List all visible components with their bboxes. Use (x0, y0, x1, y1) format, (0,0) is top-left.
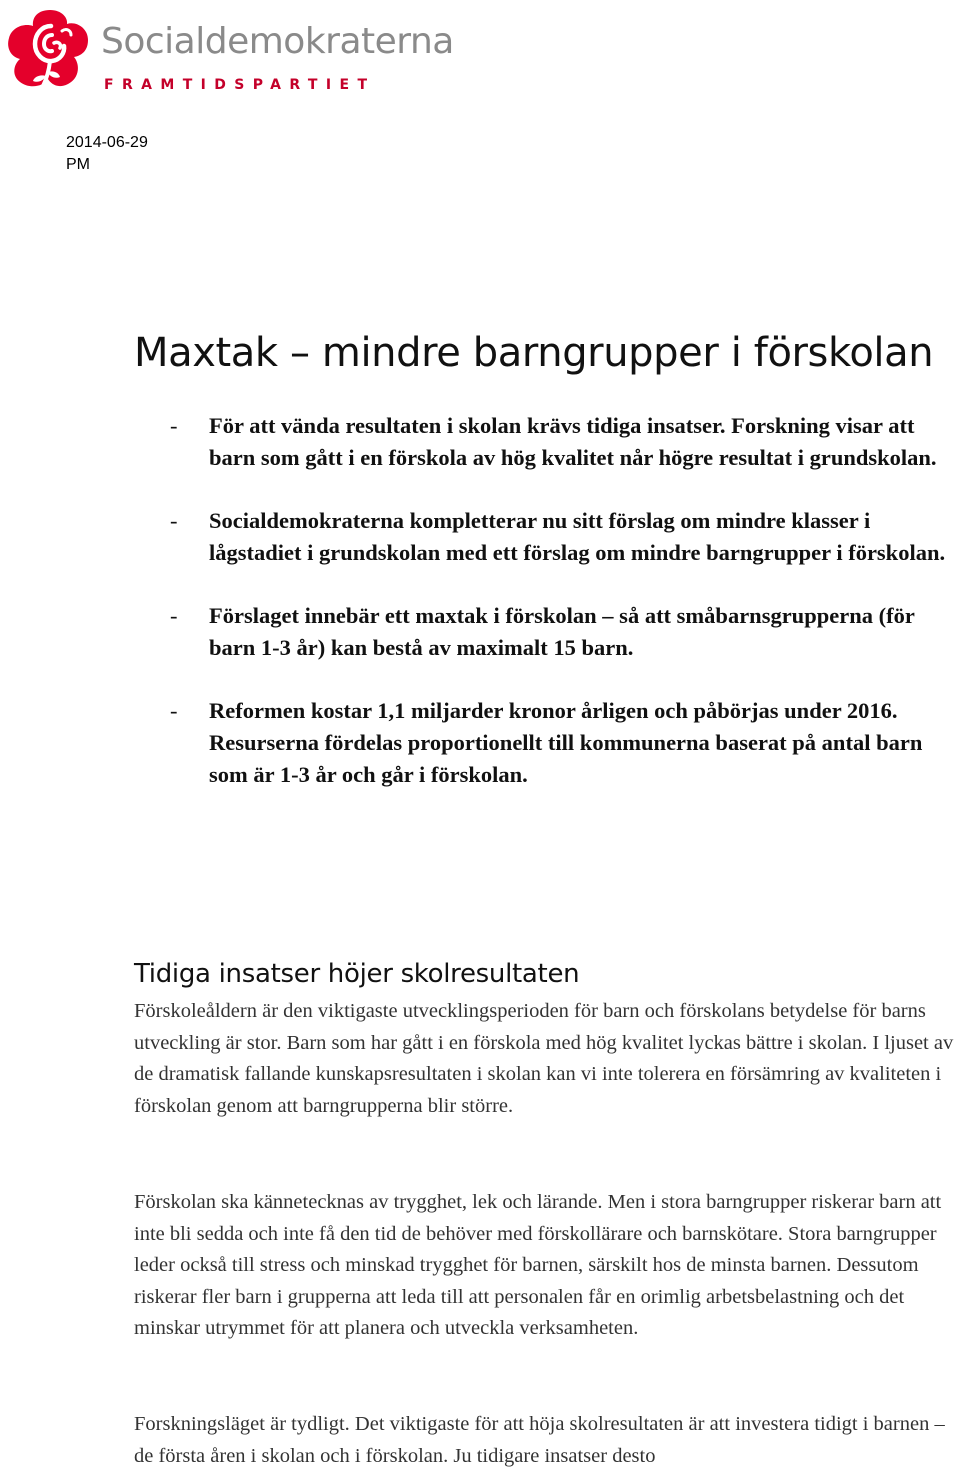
document-type: PM (66, 156, 90, 173)
list-item (170, 410, 960, 474)
body-paragraph: Förskoleåldern är den viktigaste utvecklingsperioden för barn och förskolans betydelse för barns utveckling är stor. Barn som har gått i en förskola med hög kvalitet lyckas bättre i skolan. I ljuset av de dramatisk fallande kunskapsresultaten i skolan kan vi inte tolerera en försämring av kvaliteten i förskolan genom att barngrupperna blir större. (134, 1000, 954, 1117)
bullet-dash: - (170, 508, 178, 533)
page-title: Maxtak – mindre barngrupper i förskolan (134, 330, 934, 376)
list-item-text: Reformen kostar 1,1 miljarder kronor årligen och påbörjas under 2016. Resurserna fördelas proportionellt till kommunerna baserat på antal barn som är 1-3 år och går i förskolan. (209, 698, 923, 787)
bullet-dash: - (170, 698, 178, 723)
list-item-text: För att vända resultaten i skolan krävs tidiga insatser. Forskning visar att barn som gått i en förskola av hög kvalitet når högre resultat i grundskolan. (209, 413, 937, 470)
brand-tagline: FRAMTIDSPARTIET (104, 77, 376, 93)
key-points-list (170, 410, 960, 822)
document-meta (66, 132, 148, 176)
rose-logo-icon (4, 4, 96, 96)
bullet-dash: - (170, 603, 178, 628)
list-item (170, 505, 960, 569)
bullet-dash: - (170, 413, 178, 438)
brand-name: Socialdemokraterna (101, 21, 454, 62)
list-item (170, 695, 960, 791)
party-logo (4, 4, 454, 96)
list-item-text: Förslaget innebär ett maxtak i förskolan – så att småbarnsgrupperna (för barn 1-3 år) kan bestå av maximalt 15 barn. (209, 603, 915, 660)
section-heading: Tidiga insatser höjer skolresultaten (134, 959, 580, 989)
body-paragraph: Forskningsläget är tydligt. Det viktigaste för att höja skolresultaten är att investera tidigt i barnen – de första åren i skolan och i förskolan. Ju tidigare insatser desto (134, 1413, 945, 1467)
body-paragraph: Förskolan ska kännetecknas av trygghet, lek och lärande. Men i stora barngrupper riskerar barn att inte bli sedda och inte få den tid de behöver med förskollärare och barnskötare. Stora barngrupper leder också till stress och minskad trygghet för barnen, särskilt hos de minsta barnen. Dessutom riskerar fler barn i grupperna att leda till att personalen får en orimlig arbetsbelastning och det minskar utrymmet för att planera och utveckla verksamheten. (134, 1191, 942, 1340)
list-item (170, 600, 960, 664)
list-item-text: Socialdemokraterna kompletterar nu sitt förslag om mindre klasser i lågstadiet i grundskolan med ett förslag om mindre barngrupper i förskolan. (209, 508, 946, 565)
document-date: 2014-06-29 (66, 134, 148, 151)
